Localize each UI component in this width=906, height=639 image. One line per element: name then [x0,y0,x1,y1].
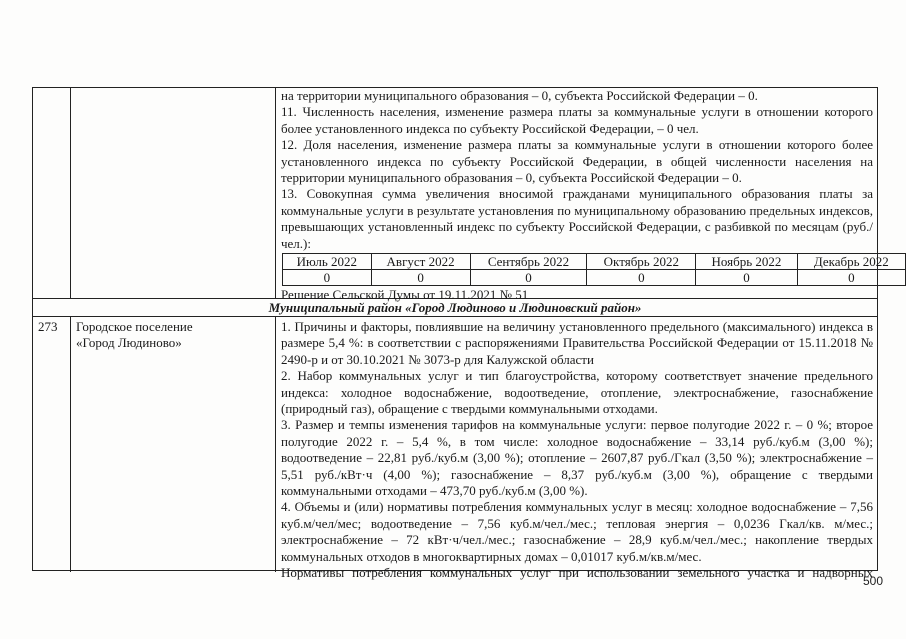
paragraph: 13. Совокупная сумма увеличения вносимой гражданами муниципального образования платы за коммунальные услуги в результате установления по муниципальному образованию предельных индексов, превышающих установленный индекс по субъекту Российской Федерации, с разбивкой по месяцам (руб./чел.): [281,186,873,251]
district-title: Муниципальный район «Город Людиново и Людиновский район» [268,300,642,315]
month-header: Июль 2022 [283,254,372,270]
paragraph: 4. Объемы и (или) нормативы потребления коммунальных услуг в месяц: холодное водоснабжение – 7,56 куб.м/чел/мес; водоотведение – 7,56 куб.м/чел./мес.; тепловая энергия – 0,0236 Гкал/кв. м/мес.; электроснабжение – 72 кВт·ч/чел./мес.; газоснабжение – 28,9 куб.м/чел./мес.; накопление твердых коммунальных отходов в многоквартирных домах – 0,01017 куб.м/кв.м/мес. [281,499,873,564]
table-row-273 [33,317,877,581]
values-row [283,270,906,286]
paragraph: 12. Доля населения, изменение размера платы за коммунальные услуги в отношении которого более установленного индекса по субъекту Российской Федерации, в общей численности населения на территории муниципального образования – 0, субъекта Российской Федерации – 0. [281,137,873,186]
settlement-name-line2: «Город Людиново» [76,335,182,351]
description-cell [276,88,889,303]
month-value: 0 [587,270,696,286]
district-header-row [33,299,877,317]
table-row-previous [33,88,889,303]
months-header-row [283,254,906,270]
month-header: Сентябрь 2022 [470,254,587,270]
month-value: 0 [797,270,905,286]
paragraph: 11. Численность населения, изменение размера платы за коммунальные услуги в отношении которого более установленного индекса по субъекту Российской Федерации, – 0 чел. [281,104,873,136]
paragraph: 2. Набор коммунальных услуг и тип благоустройства, которому соответствует значение предельного индекса: холодное водоснабжение, водоотведение, отопление, электроснабжение, газоснабжение (природный газ), обращение с твердыми коммунальными отходами. [281,368,873,417]
paragraph: 1. Причины и факторы, повлиявшие на величину установленного предельного (максимального) индекса в размере 5,4 %: в соответствии с распоряжениями Правительства Российской Федерации от 15.11.2018 № 2490-р и от 30.10.2021 № 3073-р для Калужской области [281,319,873,367]
paragraph: 3. Размер и темпы изменения тарифов на коммунальные услуги: первое полугодие 2022 г. – 0 %; второе полугодие 2022 г. – 5,4 %, в том числе: холодное водоснабжение – 33,14 руб./куб.м (3,00 %); водоотведение – 22,81 руб./куб.м (3,00 %); отопление – 2607,87 руб./Гкал (3,50 %); электроснабжение – 5,51 руб./кВт·ч (4,00 %); газоснабжение – 8,37 руб./куб.м (3,00 %), обращение с твердыми коммунальными отходами – 473,70 руб./куб.м (3,00 %). [281,417,873,499]
month-header: Ноябрь 2022 [696,254,797,270]
month-value: 0 [470,270,587,286]
number-cell [33,88,71,298]
number-cell [33,317,71,572]
month-header: Август 2022 [371,254,470,270]
name-cell [71,317,276,572]
settlement-name-line1: Городское поселение [76,319,193,334]
description-cell [276,317,877,581]
month-value: 0 [283,270,372,286]
decision-reference: Решение Сельской Думы от 19.11.2021 № 51 [281,287,529,303]
month-value: 0 [696,270,797,286]
month-header: Декабрь 2022 [797,254,905,270]
month-value: 0 [371,270,470,286]
paragraph: на территории муниципального образования – 0, субъекта Российской Федерации – 0. [281,88,758,103]
month-header: Октябрь 2022 [587,254,696,270]
paragraph: Нормативы потребления коммунальных услуг при использовании земельного участка и надворных [281,565,873,581]
page-number: 500 [862,574,883,588]
monthly-payments-table [282,253,906,286]
name-cell [71,88,276,298]
row-number: 273 [38,319,58,334]
